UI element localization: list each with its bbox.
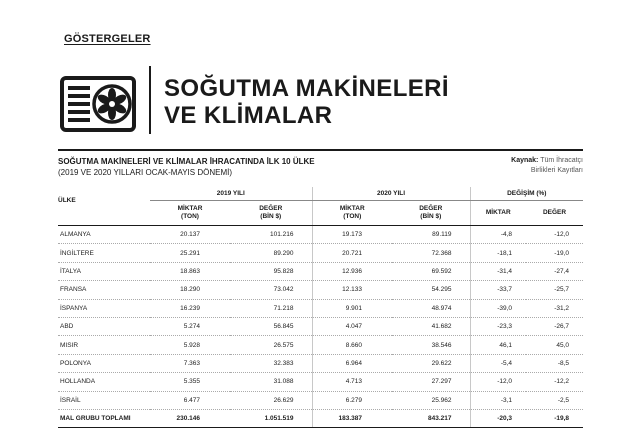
table-row: POLONYA 7.363 32.383 6.964 29.622 -5,4 -8,5 bbox=[58, 354, 583, 372]
table-row: İSRAİL 6.477 26.629 6.279 25.962 -3,1 -2,5 bbox=[58, 391, 583, 409]
source-label: Kaynak: bbox=[511, 157, 539, 164]
page-title-line2: VE KLİMALAR bbox=[164, 102, 333, 129]
table-row: ALMANYA 20.137 101.216 19.173 89.119 -4,8 -12,0 bbox=[58, 226, 583, 244]
table-row: İSPANYA 16.239 71.218 9.901 48.974 -39,0 -31,2 bbox=[58, 299, 583, 317]
section-label: GÖSTERGELER bbox=[64, 33, 151, 45]
header-change: DEĞİŞİM (%) bbox=[470, 187, 583, 201]
header-miktar-2019: MİKTAR (TON) bbox=[150, 201, 230, 226]
table-title: SOĞUTMA MAKİNELERİ VE KLİMALAR İHRACATINDA İLK 10 ÜLKE bbox=[58, 157, 315, 166]
header-country: ÜLKE bbox=[58, 187, 150, 226]
export-table-section bbox=[58, 149, 583, 428]
hero-divider bbox=[149, 66, 151, 134]
header-2019: 2019 YILI bbox=[150, 187, 312, 201]
source-note bbox=[511, 156, 583, 176]
table-row: İTALYA 18.863 95.828 12.936 69.592 -31,4 -27,4 bbox=[58, 262, 583, 280]
source-text: Tüm İhracatçı bbox=[540, 157, 583, 164]
table-total-row: MAL GRUBU TOPLAMI 230.146 1.051.519 183.387 843.217 -20,3 -19,8 bbox=[58, 409, 583, 427]
header-deger-2020: DEĞER (BİN $) bbox=[392, 201, 470, 226]
page-title bbox=[164, 75, 449, 129]
header-miktar-2020: MİKTAR (TON) bbox=[312, 201, 392, 226]
source-text-2: Birlikleri Kayıtları bbox=[530, 167, 583, 174]
header-2020: 2020 YILI bbox=[312, 187, 470, 201]
page-title-line1: SOĞUTMA MAKİNELERİ bbox=[164, 75, 449, 102]
header-deger-2019: DEĞER (BİN $) bbox=[230, 201, 312, 226]
table-row: ABD 5.274 56.845 4.047 41.682 -23,3 -26,7 bbox=[58, 317, 583, 335]
table-heading bbox=[58, 151, 583, 187]
table-row: FRANSA 18.290 73.042 12.133 54.295 -33,7 -25,7 bbox=[58, 281, 583, 299]
export-table bbox=[58, 187, 583, 428]
table-subtitle: (2019 VE 2020 YILLARI OCAK-MAYIS DÖNEMİ) bbox=[58, 168, 232, 177]
header-deger-pct: DEĞER bbox=[526, 201, 583, 226]
air-conditioner-icon bbox=[60, 76, 136, 132]
table-row: İNGİLTERE 25.291 89.290 20.721 72.368 -18,1 -19,0 bbox=[58, 244, 583, 262]
table-row: HOLLANDA 5.355 31.088 4.713 27.297 -12,0 -12,2 bbox=[58, 373, 583, 391]
table-row: MISIR 5.928 26.575 8.660 38.546 46,1 45,0 bbox=[58, 336, 583, 354]
header-miktar-pct: MİKTAR bbox=[470, 201, 526, 226]
